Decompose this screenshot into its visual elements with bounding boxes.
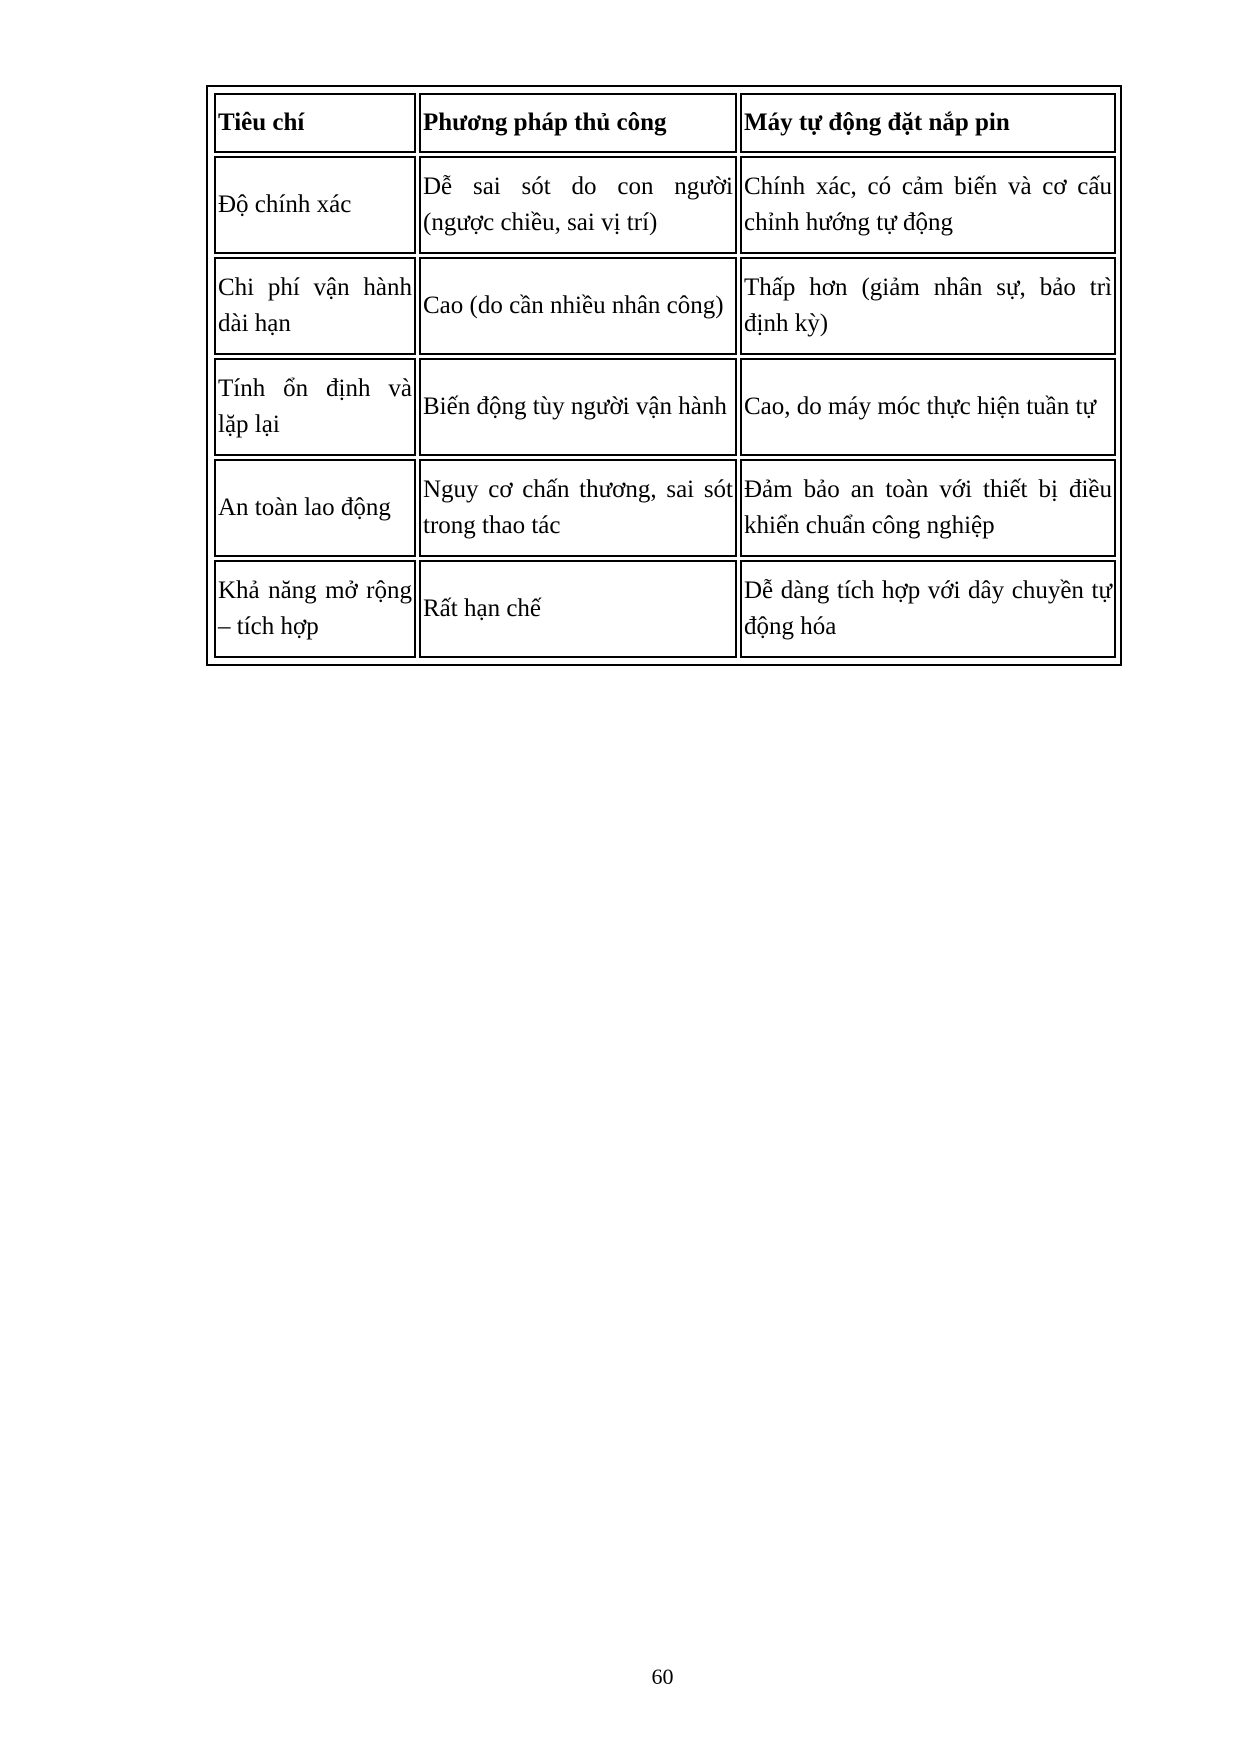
header-manual-method: Phương pháp thủ công bbox=[419, 93, 737, 153]
comparison-table bbox=[211, 90, 1119, 661]
table-cell-manual: Biến động tùy người vận hành bbox=[419, 358, 737, 456]
comparison-table-frame bbox=[206, 85, 1122, 666]
table-row bbox=[214, 156, 1116, 254]
table-cell-machine: Thấp hơn (giảm nhân sự, bảo trì định kỳ) bbox=[740, 257, 1116, 355]
table-header-row bbox=[214, 93, 1116, 153]
table-cell-machine: Đảm bảo an toàn với thiết bị điều khiển chuẩn công nghiệp bbox=[740, 459, 1116, 557]
table-cell-manual: Cao (do cần nhiều nhân công) bbox=[419, 257, 737, 355]
header-automatic-machine: Máy tự động đặt nắp pin bbox=[740, 93, 1116, 153]
table-cell-criteria: Độ chính xác bbox=[214, 156, 416, 254]
table-row bbox=[214, 257, 1116, 355]
table-cell-machine: Chính xác, có cảm biến và cơ cấu chỉnh hướng tự động bbox=[740, 156, 1116, 254]
table-cell-criteria: Khả năng mở rộng – tích hợp bbox=[214, 560, 416, 658]
table-cell-manual: Nguy cơ chấn thương, sai sót trong thao tác bbox=[419, 459, 737, 557]
table-row bbox=[214, 560, 1116, 658]
page-number: 60 bbox=[651, 1664, 674, 1689]
table-cell-machine: Dễ dàng tích hợp với dây chuyền tự động hóa bbox=[740, 560, 1116, 658]
table-cell-machine: Cao, do máy móc thực hiện tuần tự bbox=[740, 358, 1116, 456]
table-cell-criteria: An toàn lao động bbox=[214, 459, 416, 557]
table-row bbox=[214, 459, 1116, 557]
table-cell-manual: Dễ sai sót do con người (ngược chiều, sai vị trí) bbox=[419, 156, 737, 254]
table-cell-manual: Rất hạn chế bbox=[419, 560, 737, 658]
header-criteria: Tiêu chí bbox=[214, 93, 416, 153]
table-cell-criteria: Chi phí vận hành dài hạn bbox=[214, 257, 416, 355]
table-row bbox=[214, 358, 1116, 456]
table-cell-criteria: Tính ổn định và lặp lại bbox=[214, 358, 416, 456]
